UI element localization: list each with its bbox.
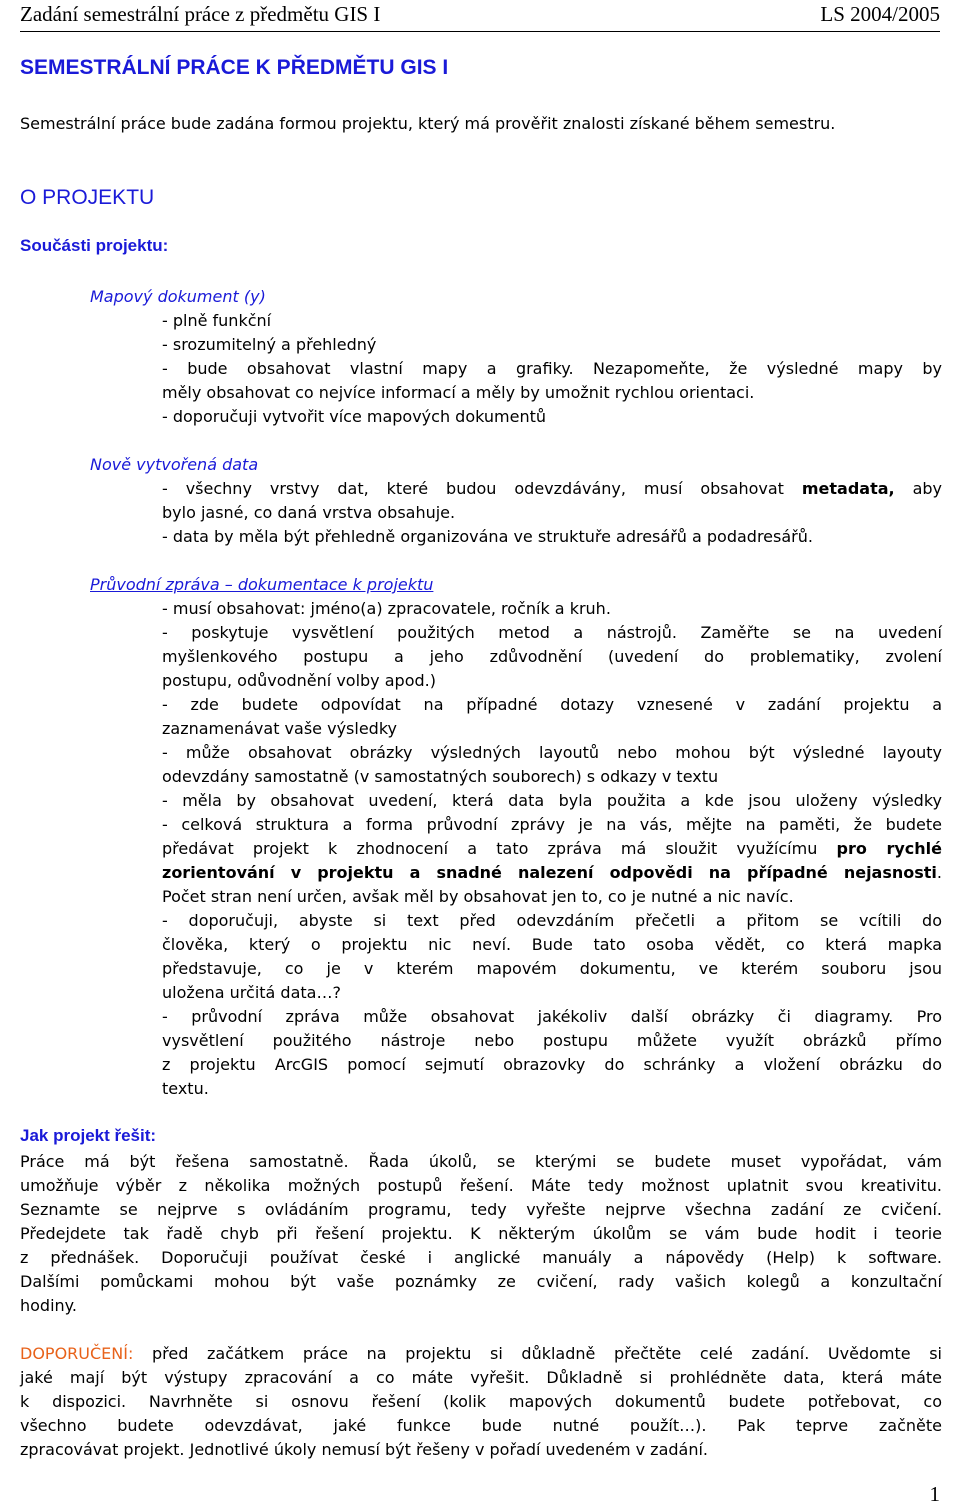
list-item: měly obsahovat co nejvíce informací a měly by umožnit rychlou orientaci. [162, 383, 755, 402]
list-item: textu. [162, 1079, 209, 1098]
recommendation-line: DOPORUČENÍ: před začátkem práce na projektu si důkladně přečtěte celé zadání. Uvědomte si [20, 1344, 942, 1363]
section-heading: O PROJEKTU [20, 186, 155, 209]
list-item: myšlenkového postupu a jeho zdůvodnění (uvedení do problematiky, zvolení [162, 647, 942, 666]
paragraph-line: z přednášek. Doporučuji používat české i anglické manuály a nápovědy (Help) k software. [20, 1248, 942, 1267]
list-item: vysvětlení použitého nástroje nebo postupu můžete využít obrázků přímo [162, 1031, 942, 1050]
new-data-heading: Nově vytvořená data [90, 455, 259, 474]
list-item: zaznamenávat vaše výsledky [162, 719, 397, 738]
list-item: - všechny vrstvy dat, které budou odevzdávány, musí obsahovat metadata, aby [162, 479, 942, 498]
page-number: 1 [929, 1482, 940, 1506]
recommendation-line: jaké mají být výstupy zpracování a co máte vyřešit. Důkladně si prohlédněte data, která máte [20, 1368, 942, 1387]
list-item: - doporučuji, abyste si text před odevzdáním přečetli a přitom se vcítili do [162, 911, 942, 930]
list-item: - musí obsahovat: jméno(a) zpracovatele, ročník a kruh. [162, 599, 611, 618]
list-item: člověka, který o projektu nic neví. Bude tato osoba vědět, co která mapka [162, 935, 942, 954]
header-term: LS 2004/2005 [820, 2, 940, 26]
list-item: odevzdány samostatně (v samostatných souborech) s odkazy v textu [162, 767, 719, 786]
paragraph-line: hodiny. [20, 1296, 77, 1315]
list-item: z projektu ArcGIS pomocí sejmutí obrazovky do schránky a vložení obrázku do [162, 1055, 942, 1074]
list-item: uložena určitá data…? [162, 983, 341, 1002]
list-item: - plně funkční [162, 311, 272, 330]
list-item: zorientování v projektu a snadné nalezení odpovědi na případné nejasnosti. [162, 863, 942, 882]
report-heading: Průvodní zpráva – dokumentace k projektu [90, 575, 434, 594]
list-item: bylo jasné, co daná vrstva obsahuje. [162, 503, 456, 522]
components-heading: Součásti projektu: [20, 236, 169, 255]
list-item: - zde budete odpovídat na případné dotazy vznesené v zadání projektu a [162, 695, 942, 714]
recommendation-label: DOPORUČENÍ: [20, 1344, 134, 1363]
paragraph-line: Seznamte se nejprve s ovládáním programu, tedy vyřešte nejprve všechna zadání ze cvičení. [20, 1200, 942, 1219]
document-title: SEMESTRÁLNÍ PRÁCE K PŘEDMĚTU GIS I [20, 56, 449, 79]
recommendation-line: všechno budete odevzdávat, jaké funkce bude nutné použít…). Pak teprve začněte [20, 1416, 942, 1435]
list-item: - poskytuje vysvětlení použitých metod a nástrojů. Zaměřte se na uvedení [162, 623, 942, 642]
map-doc-heading: Mapový dokument (y) [90, 287, 266, 306]
list-item: - doporučuji vytvořit více mapových dokumentů [162, 407, 547, 426]
paragraph-line: Práce má být řešena samostatně. Řada úkolů, se kterými se budete muset vypořádat, vám [20, 1152, 942, 1171]
paragraph-line: Předejdete tak řadě chyb při řešení projektu. K některým úkolům se vám bude hodit i teorie [20, 1224, 942, 1243]
intro-paragraph: Semestrální práce bude zadána formou projektu, který má prověřit znalosti získané během semestru. [20, 114, 836, 133]
header-title: Zadání semestrální práce z předmětu GIS I [20, 2, 381, 26]
list-item: předávat projekt k zhodnocení a tato zpráva má sloužit využícímu pro rychlé [162, 839, 943, 858]
paragraph-line: Dalšími pomůckami mohou být vaše poznámky ze cvičení, rady vašich kolegů a konzultační [20, 1272, 942, 1291]
list-item: Počet stran není určen, avšak měl by obsahovat jen to, co je nutné a nic navíc. [162, 887, 794, 906]
paragraph-line: umožňuje výběr z několika možných postupů řešení. Máte tedy možnost uplatnit svou kreativitu. [20, 1176, 942, 1195]
list-item: představuje, co je v kterém mapovém dokumentu, ve kterém souboru jsou [162, 959, 942, 978]
recommendation-line: zpracovávat projekt. Jednotlivé úkoly nemusí být řešeny v pořadí uvedeném v zadání. [20, 1440, 709, 1459]
page-header [20, 0, 940, 32]
list-item: postupu, odůvodnění volby apod.) [162, 671, 436, 690]
list-item: - celková struktura a forma průvodní zprávy je na vás, mějte na paměti, že budete [162, 815, 942, 834]
list-item: - bude obsahovat vlastní mapy a grafiky. Nezapomeňte, že výsledné mapy by [162, 359, 942, 378]
list-item: - může obsahovat obrázky výsledných layoutů nebo mohou být výsledné layouty [162, 743, 942, 762]
list-item: - měla by obsahovat uvedení, která data byla použita a kde jsou uloženy výsledky [162, 791, 942, 810]
how-heading: Jak projekt řešit: [20, 1126, 157, 1145]
list-item: - průvodní zpráva může obsahovat jakékoliv další obrázky či diagramy. Pro [162, 1007, 942, 1026]
recommendation-line: k dispozici. Navrhněte si osnovu řešení (kolik mapových dokumentů budete potřebovat, co [20, 1392, 942, 1411]
list-item: - data by měla být přehledně organizována ve struktuře adresářů a podadresářů. [162, 527, 813, 546]
list-item: - srozumitelný a přehledný [162, 335, 377, 354]
